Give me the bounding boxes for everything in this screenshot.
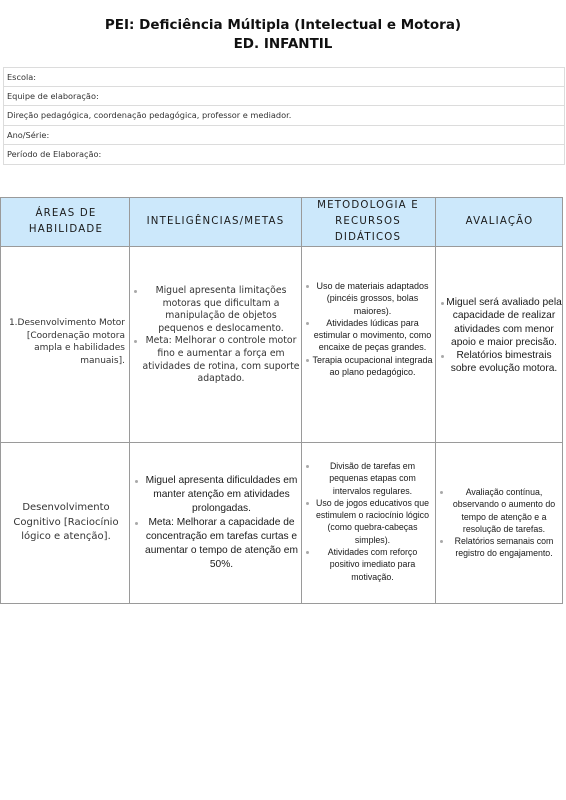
row2-area: Desenvolvimento Cognitivo [Raciocínio lógico e atenção]. [13,502,119,542]
info-row-periodo: Período de Elaboração: [7,148,102,159]
row2-metodologia [304,460,433,583]
row1-metodologia [304,280,433,378]
info-row-escola: Escola: [4,68,564,87]
document-title: PEI: Deficiência Múltipla (Intelectual e Motora) [104,17,462,33]
document-subtitle: ED. INFANTIL [233,36,333,52]
row2-metodologia-list [304,460,433,583]
row2-metas-list [132,474,301,572]
row2-avaliacao-list [438,486,562,560]
list-item: Avaliação contínua, observando o aumento do tempo de atenção e a resolução de tarefas. [438,486,562,535]
list-item: Meta: Melhorar a capacidade de concentração em tarefas curtas e aumentar o tempo de atenção em 50%. [132,516,301,572]
header-inteligencias: INTELIGÊNCIAS/METAS [146,216,285,227]
list-item: Atividades lúdicas para estimular o movimento, como encaixe de peças grandes. [304,317,433,354]
row1-metodologia-list [304,280,433,378]
header-metodologia: METODOLOGIA E RECURSOS DIDÁTICOS [317,200,419,243]
row1-metas-list [132,285,300,386]
list-item: Miguel será avaliado pela capacidade de realizar atividades com menor apoio e maior precisão. [438,296,562,349]
header-areas: ÁREAS DE HABILIDADE [28,208,104,235]
header-avaliacao: AVALIAÇÃO [465,216,534,227]
row1-area: 1.Desenvolvimento Motor [Coordenação motora ampla e habilidades manuais]. [8,318,125,366]
row1-avaliacao [438,296,562,376]
list-item: Atividades com reforço positivo imediato para motivação. [304,546,433,583]
list-item: Miguel apresenta dificuldades em manter atenção em atividades prolongadas. [132,474,301,516]
list-item: Uso de materiais adaptados (pincéis grossos, bolas maiores). [304,280,433,317]
info-row-direcao: Direção pedagógica, coordenação pedagógica, professor e mediador. [4,106,564,125]
list-item: Miguel apresenta limitações motoras que dificultam a manipulação de objetos pequenos e deslocamento. [132,285,300,335]
column-divider [129,198,130,603]
list-item: Relatórios bimestrais sobre evolução motora. [438,349,562,376]
row2-avaliacao [438,486,562,560]
row-divider [1,442,562,443]
row1-avaliacao-list [438,296,562,376]
list-item: Terapia ocupacional integrada ao plano pedagógico. [304,354,433,379]
info-form [3,67,565,165]
list-item: Divisão de tarefas em pequenas etapas com intervalos regulares. [304,460,433,497]
list-item: Uso de jogos educativos que estimulem o raciocínio lógico (como quebra-cabeças simples). [304,497,433,546]
info-row-ano-serie: Ano/Série: [4,126,564,145]
row-divider [1,246,562,247]
column-divider [435,198,436,603]
row2-metas [132,474,301,572]
info-row-equipe: Equipe de elaboração: [4,87,564,106]
column-divider [301,198,302,603]
row1-metas [132,285,300,386]
pei-table [0,197,563,604]
list-item: Relatórios semanais com registro do engajamento. [438,535,562,560]
list-item: Meta: Melhorar o controle motor fino e aumentar a força em atividades de rotina, com suporte adaptado. [132,335,300,385]
